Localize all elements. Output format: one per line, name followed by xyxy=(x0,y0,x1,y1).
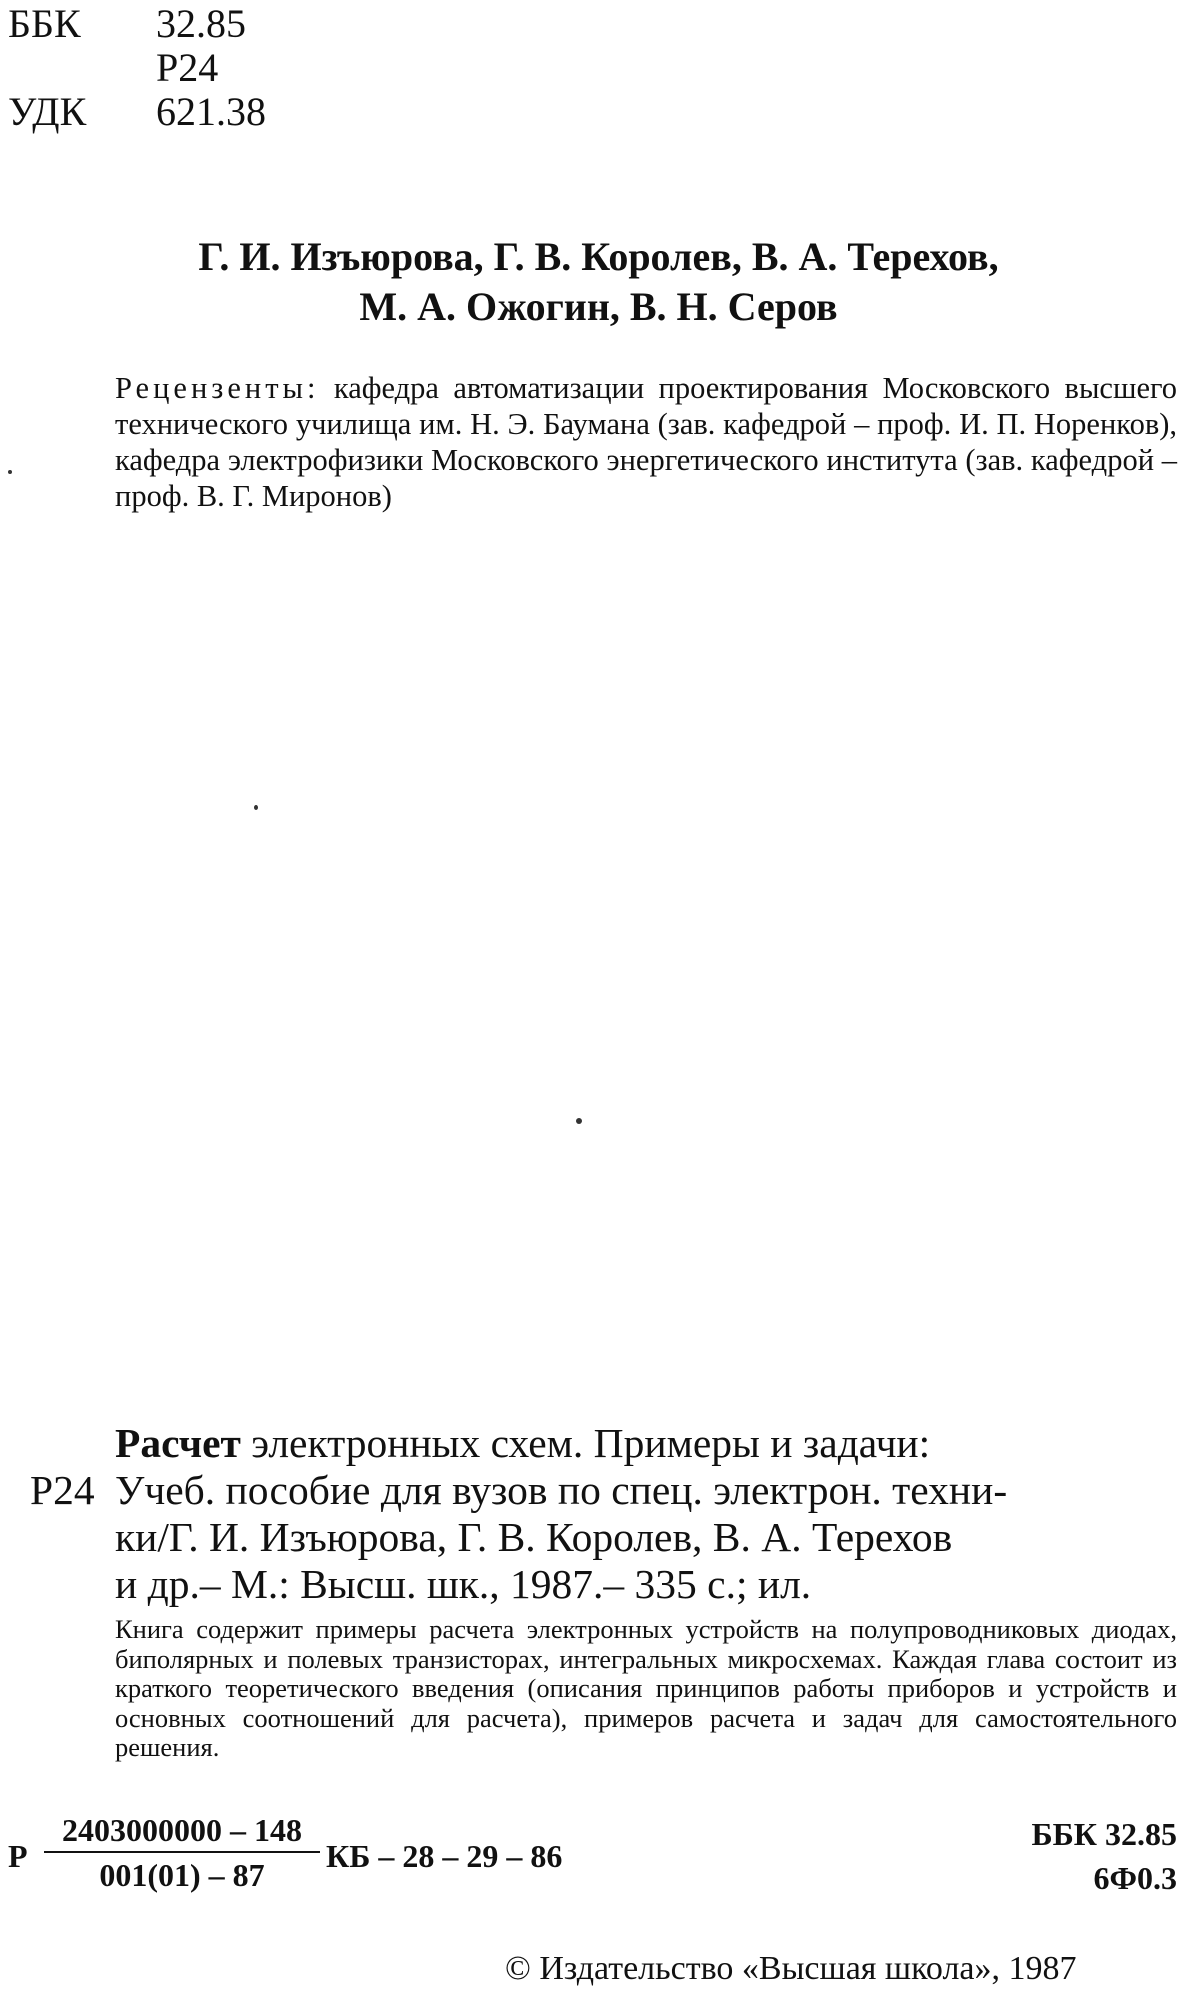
bibliographic-reference xyxy=(30,1420,1180,1608)
reference-line-rest: электронных схем. Примеры и задачи: xyxy=(251,1420,931,1466)
page-speck xyxy=(8,470,12,474)
catalog-prefix: Р xyxy=(8,1838,28,1874)
reference-line xyxy=(115,1420,1180,1467)
catalog-kb: КБ – 28 – 29 – 86 xyxy=(326,1838,563,1874)
classification-value: Р24 xyxy=(156,45,219,90)
authors-line: Г. И. Изъюрова, Г. В. Королев, В. А. Терехов, xyxy=(198,234,999,279)
classification-value: 621.38 xyxy=(156,89,266,134)
reference-index: Р24 xyxy=(30,1467,95,1513)
classification-key xyxy=(8,46,156,90)
copyright-notice: © Издательство «Высшая школа», 1987 xyxy=(505,1950,1077,1987)
classification-row xyxy=(8,2,266,46)
reviewers-text: кафедра автоматизации проектирования Московского высшего технического училища им. Н. Э. Баумана (зав. кафедрой – проф. И. П. Норенков), кафедра электрофизики Московского энергетического института (зав. кафедрой – проф. В. Г. Миронов) xyxy=(115,371,1177,513)
reviewers-paragraph xyxy=(115,370,1177,514)
catalog-fraction xyxy=(44,1812,320,1894)
catalog-numerator: 2403000000 – 148 xyxy=(44,1812,320,1853)
classification-value: 32.85 xyxy=(156,1,246,46)
bbk-index-right xyxy=(900,1812,1177,1900)
classification-key: ББК xyxy=(8,1,81,46)
reference-title-word: Расчет xyxy=(115,1420,241,1466)
catalog-denominator: 001(01) – 87 xyxy=(99,1857,265,1893)
bbk-line: 6Ф0.3 xyxy=(1093,1860,1177,1896)
reviewers-label: Рецензенты: xyxy=(115,371,320,405)
reference-line: ки/Г. И. Изъюрова, Г. В. Королев, В. А. Терехов xyxy=(115,1514,953,1560)
reference-line: и др.– М.: Высш. шк., 1987.– 335 с.; ил. xyxy=(115,1561,812,1607)
annotation-paragraph: Книга содержит примеры расчета электронных устройств на полупроводниковых диодах, биполярных и полевых транзисторах, интегральных микросхемах. Каждая глава состоит из краткого теоретического введения (описания принципов работы приборов и устройств и основных соотношений для расчета), примеров расчета и задач для самостоятельного решения. xyxy=(115,1614,1177,1762)
reference-line: Учеб. пособие для вузов по спец. электрон. техни- xyxy=(115,1467,1008,1513)
classification-key: УДК xyxy=(8,89,87,134)
bbk-line: ББК 32.85 xyxy=(1031,1816,1177,1852)
page-speck xyxy=(254,805,258,810)
classification-row xyxy=(8,90,266,134)
authors-line: М. А. Ожогин, В. Н. Серов xyxy=(359,284,838,329)
classification-codes xyxy=(8,2,266,134)
authors-block xyxy=(0,232,1197,332)
page-speck xyxy=(576,1118,582,1124)
classification-row xyxy=(8,46,266,90)
